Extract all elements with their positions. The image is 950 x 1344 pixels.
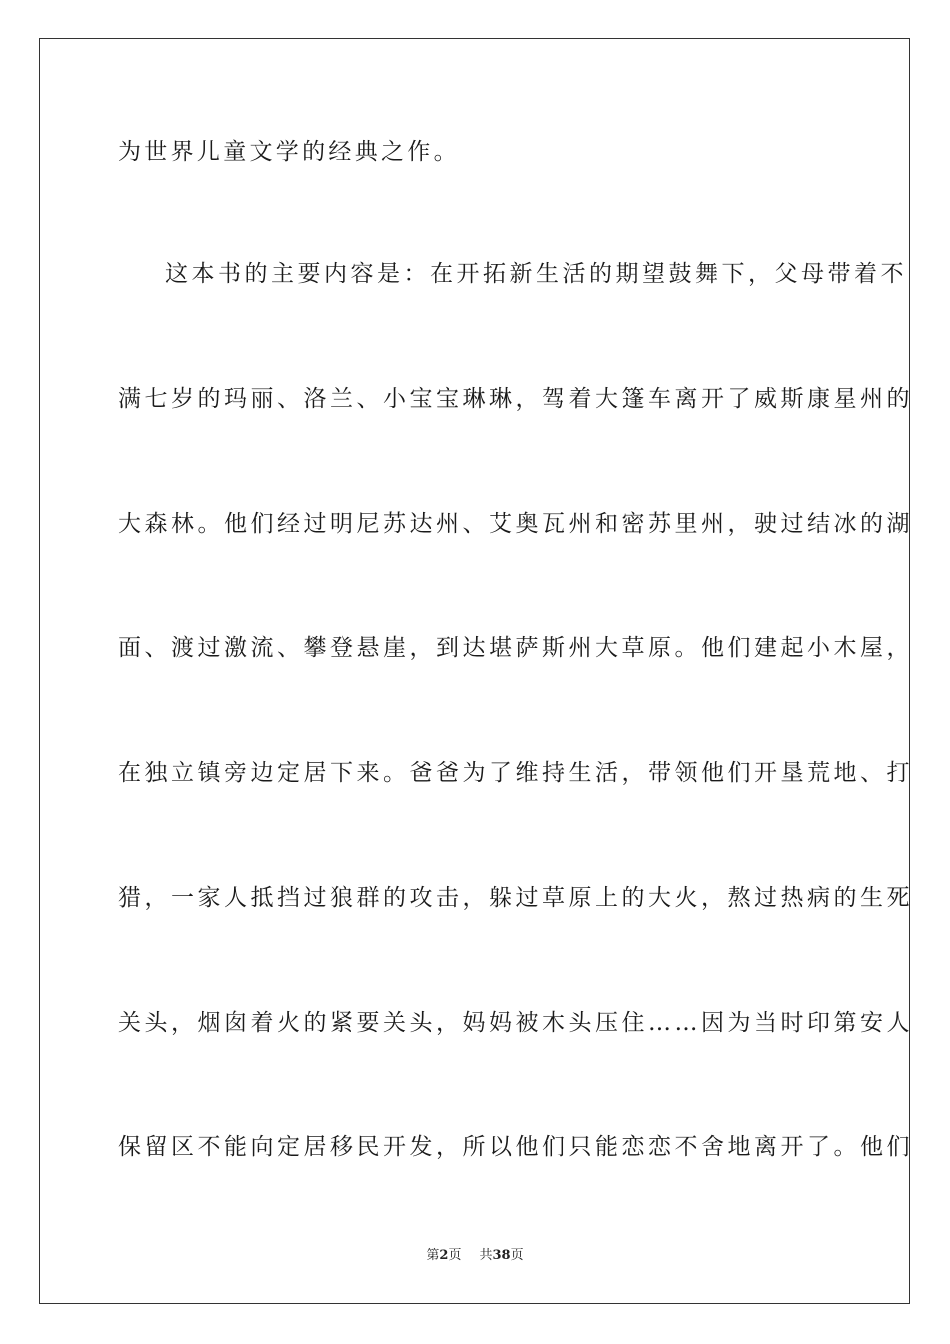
page-border (39, 38, 913, 1304)
page-number: 2 (439, 1248, 449, 1263)
total-pages: 38 (492, 1248, 511, 1263)
text-line-5: 面、渡过激流、攀登悬崖，到达堪萨斯州大草原。他们建起小木屋， (118, 635, 913, 661)
text-line-6: 在独立镇旁边定居下来。爸爸为了维持生活，带领他们开垦荒地、打 (118, 760, 913, 786)
text-line-3: 满七岁的玛丽、洛兰、小宝宝琳琳，驾着大篷车离开了威斯康星州的 (118, 386, 913, 412)
page-suffix: 页 (448, 1248, 462, 1263)
total-prefix: 共 (479, 1248, 493, 1263)
page-prefix: 第 (426, 1248, 440, 1263)
text-line-7: 猎，一家人抵挡过狼群的攻击，躲过草原上的大火，熬过热病的生死 (118, 885, 913, 911)
text-line-1: 为世界儿童文学的经典之作。 (118, 139, 460, 165)
text-line-2: 这本书的主要内容是：在开拓新生活的期望鼓舞下，父母带着不 (165, 261, 907, 287)
text-line-8: 关头，烟囱着火的紧要关头，妈妈被木头压住……因为当时印第安人 (118, 1010, 913, 1036)
text-line-9: 保留区不能向定居移民开发，所以他们只能恋恋不舍地离开了。他们 (118, 1134, 913, 1160)
text-line-4: 大森林。他们经过明尼苏达州、艾奥瓦州和密苏里州，驶过结冰的湖 (118, 511, 913, 537)
page-footer (0, 1247, 950, 1265)
total-suffix: 页 (510, 1248, 524, 1263)
